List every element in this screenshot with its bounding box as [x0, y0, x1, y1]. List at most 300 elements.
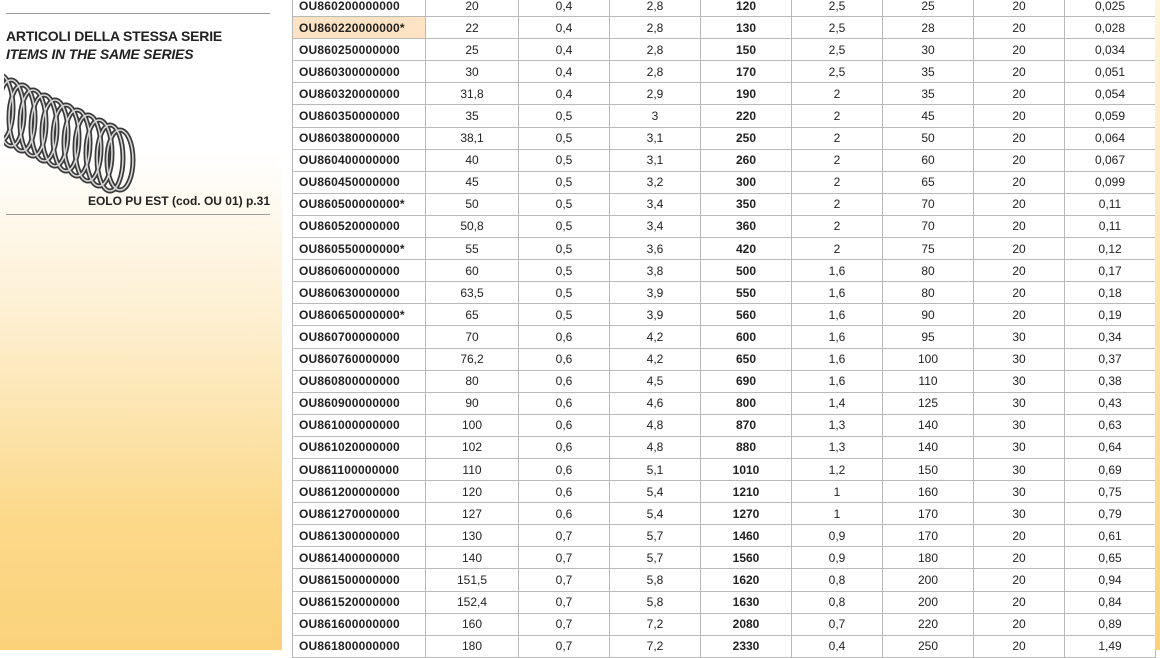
table-cell: 50 [883, 127, 974, 149]
table-cell: 70 [883, 193, 974, 215]
table-cell: 2 [792, 215, 883, 237]
table-row [293, 282, 1156, 304]
table-cell: 22 [426, 17, 519, 39]
table-row [293, 215, 1156, 237]
table-cell: 0,8 [792, 569, 883, 591]
article-code-cell: OU861300000000 [293, 525, 426, 547]
table-cell-bold: 1010 [701, 458, 792, 480]
article-code-cell: OU860630000000 [293, 282, 426, 304]
table-cell: 120 [426, 481, 519, 503]
table-row [293, 171, 1156, 193]
table-cell: 4,8 [610, 436, 701, 458]
table-cell: 2 [792, 105, 883, 127]
table-row [293, 17, 1156, 39]
table-cell: 40 [426, 149, 519, 171]
table-cell: 0,4 [519, 0, 610, 17]
hose-coils [4, 75, 133, 191]
table-cell: 151,5 [426, 569, 519, 591]
table-cell: 3,6 [610, 238, 701, 260]
article-code-cell: OU860650000000* [293, 304, 426, 326]
table-cell: 2,9 [610, 83, 701, 105]
table-cell: 1,4 [792, 392, 883, 414]
table-cell: 25 [426, 39, 519, 61]
table-cell-bold: 1560 [701, 547, 792, 569]
table-cell: 0,6 [519, 392, 610, 414]
table-cell: 125 [883, 392, 974, 414]
table-cell: 95 [883, 326, 974, 348]
table-cell: 152,4 [426, 591, 519, 613]
table-cell-bold: 300 [701, 171, 792, 193]
article-code-cell: OU860600000000 [293, 260, 426, 282]
table-cell: 0,5 [519, 105, 610, 127]
table-cell: 170 [883, 503, 974, 525]
table-cell: 4,2 [610, 326, 701, 348]
article-code-cell: OU860700000000 [293, 326, 426, 348]
table-cell: 80 [883, 282, 974, 304]
table-cell-bold: 560 [701, 304, 792, 326]
table-cell: 60 [883, 149, 974, 171]
table-row [293, 525, 1156, 547]
table-row [293, 348, 1156, 370]
table-cell: 0,11 [1065, 193, 1156, 215]
table-cell: 3,4 [610, 215, 701, 237]
table-cell: 30 [974, 481, 1065, 503]
table-row [293, 458, 1156, 480]
table-row [293, 127, 1156, 149]
table-cell: 4,2 [610, 348, 701, 370]
article-code-cell: OU861270000000 [293, 503, 426, 525]
table-cell-bold: 650 [701, 348, 792, 370]
table-row [293, 591, 1156, 613]
table-row [293, 414, 1156, 436]
table-cell: 20 [974, 547, 1065, 569]
table-cell: 20 [974, 0, 1065, 17]
table-cell: 20 [974, 127, 1065, 149]
table-cell: 20 [974, 193, 1065, 215]
sidebar-title: ARTICOLI DELLA STESSA SERIE [6, 28, 223, 44]
table-cell: 30 [974, 414, 1065, 436]
table-cell: 20 [974, 215, 1065, 237]
table-cell: 3,1 [610, 149, 701, 171]
table-cell: 0,6 [519, 481, 610, 503]
table-cell: 1,49 [1065, 635, 1156, 657]
table-cell: 160 [426, 613, 519, 635]
table-cell: 2,5 [792, 17, 883, 39]
table-cell: 0,8 [792, 591, 883, 613]
table-cell: 20 [974, 171, 1065, 193]
table-cell: 0,025 [1065, 0, 1156, 17]
table-cell: 0,067 [1065, 149, 1156, 171]
table-cell-bold: 500 [701, 260, 792, 282]
product-table-body [293, 0, 1156, 657]
table-cell: 1,3 [792, 436, 883, 458]
table-cell-bold: 2330 [701, 635, 792, 657]
table-cell: 2 [792, 149, 883, 171]
table-cell-bold: 120 [701, 0, 792, 17]
table-cell-bold: 150 [701, 39, 792, 61]
table-cell: 140 [883, 436, 974, 458]
table-cell: 65 [883, 171, 974, 193]
article-code-cell: OU860500000000* [293, 193, 426, 215]
table-cell: 0,059 [1065, 105, 1156, 127]
table-cell: 0,6 [519, 503, 610, 525]
article-code-cell: OU861520000000 [293, 591, 426, 613]
table-cell: 0,84 [1065, 591, 1156, 613]
table-row [293, 0, 1156, 17]
table-cell: 150 [883, 458, 974, 480]
article-code-cell: OU860760000000 [293, 348, 426, 370]
table-cell-bold: 250 [701, 127, 792, 149]
article-code-cell: OU861000000000 [293, 414, 426, 436]
table-cell: 35 [883, 83, 974, 105]
table-cell: 2 [792, 193, 883, 215]
table-cell: 0,5 [519, 127, 610, 149]
table-cell-bold: 1620 [701, 569, 792, 591]
table-cell: 35 [426, 105, 519, 127]
table-cell: 1,2 [792, 458, 883, 480]
table-cell: 0,5 [519, 171, 610, 193]
page-edge-strip [1155, 0, 1160, 650]
table-cell: 0,61 [1065, 525, 1156, 547]
table-cell-bold: 1210 [701, 481, 792, 503]
sidebar-top-divider [6, 13, 270, 14]
article-code-cell: OU861600000000 [293, 613, 426, 635]
table-cell-bold: 1630 [701, 591, 792, 613]
table-cell: 0,034 [1065, 39, 1156, 61]
table-cell-bold: 360 [701, 215, 792, 237]
table-cell: 0,6 [519, 326, 610, 348]
table-cell: 90 [426, 392, 519, 414]
table-cell: 0,7 [519, 591, 610, 613]
table-cell: 1,6 [792, 304, 883, 326]
table-cell: 2 [792, 127, 883, 149]
table-cell: 110 [426, 458, 519, 480]
table-cell: 30 [974, 436, 1065, 458]
table-cell: 0,6 [519, 348, 610, 370]
table-cell: 30 [883, 39, 974, 61]
table-cell-bold: 350 [701, 193, 792, 215]
table-cell: 0,11 [1065, 215, 1156, 237]
product-spec-table [292, 0, 1156, 658]
table-cell: 160 [883, 481, 974, 503]
article-code-cell: OU860320000000 [293, 83, 426, 105]
table-cell: 0,7 [519, 525, 610, 547]
table-cell: 45 [426, 171, 519, 193]
table-cell: 20 [974, 591, 1065, 613]
table-cell: 20 [974, 282, 1065, 304]
table-cell: 0,65 [1065, 547, 1156, 569]
table-cell: 0,9 [792, 547, 883, 569]
table-cell: 0,4 [519, 83, 610, 105]
table-cell: 28 [883, 17, 974, 39]
table-cell-bold: 190 [701, 83, 792, 105]
table-cell: 20 [974, 238, 1065, 260]
table-cell: 80 [883, 260, 974, 282]
table-row [293, 193, 1156, 215]
table-cell: 70 [426, 326, 519, 348]
table-cell: 140 [883, 414, 974, 436]
article-code-cell: OU860300000000 [293, 61, 426, 83]
table-cell: 170 [883, 525, 974, 547]
table-cell: 30 [974, 326, 1065, 348]
table-cell: 0,064 [1065, 127, 1156, 149]
table-cell: 30 [974, 348, 1065, 370]
table-cell: 5,7 [610, 547, 701, 569]
table-cell: 180 [883, 547, 974, 569]
table-cell-bold: 220 [701, 105, 792, 127]
table-cell: 75 [883, 238, 974, 260]
table-cell: 20 [974, 304, 1065, 326]
table-cell: 100 [426, 414, 519, 436]
table-cell: 1 [792, 503, 883, 525]
table-cell: 0,4 [792, 635, 883, 657]
related-product-caption[interactable]: EOLO PU EST (cod. OU 01) p.31 [87, 194, 270, 208]
table-cell: 2,8 [610, 39, 701, 61]
table-cell: 0,89 [1065, 613, 1156, 635]
table-cell: 5,7 [610, 525, 701, 547]
table-cell: 5,8 [610, 569, 701, 591]
table-row [293, 503, 1156, 525]
table-row [293, 304, 1156, 326]
table-cell: 0,37 [1065, 348, 1156, 370]
table-cell: 180 [426, 635, 519, 657]
article-code-cell: OU860220000000* [293, 17, 426, 39]
article-code-cell: OU861020000000 [293, 436, 426, 458]
table-row [293, 149, 1156, 171]
table-cell: 30 [974, 458, 1065, 480]
table-cell: 0,4 [519, 61, 610, 83]
table-cell: 0,69 [1065, 458, 1156, 480]
table-cell: 0,5 [519, 282, 610, 304]
table-cell: 0,5 [519, 215, 610, 237]
article-code-cell: OU861200000000 [293, 481, 426, 503]
table-row [293, 61, 1156, 83]
table-cell: 250 [883, 635, 974, 657]
table-cell: 0,63 [1065, 414, 1156, 436]
table-cell: 5,4 [610, 503, 701, 525]
table-cell: 30 [974, 503, 1065, 525]
table-cell: 127 [426, 503, 519, 525]
table-cell: 1,6 [792, 348, 883, 370]
table-cell: 2 [792, 238, 883, 260]
table-cell: 80 [426, 370, 519, 392]
table-cell: 35 [883, 61, 974, 83]
article-code-cell: OU860800000000 [293, 370, 426, 392]
table-cell: 25 [883, 0, 974, 17]
sidebar-bottom-divider [6, 214, 270, 215]
table-cell: 0,75 [1065, 481, 1156, 503]
table-cell-bold: 420 [701, 238, 792, 260]
related-series-sidebar [0, 0, 282, 650]
table-cell: 0,5 [519, 304, 610, 326]
article-code-cell: OU860400000000 [293, 149, 426, 171]
table-row [293, 83, 1156, 105]
sidebar-subtitle: ITEMS IN THE SAME SERIES [6, 46, 194, 62]
table-cell: 7,2 [610, 613, 701, 635]
table-cell: 5,8 [610, 591, 701, 613]
table-cell: 0,5 [519, 193, 610, 215]
table-cell: 0,17 [1065, 260, 1156, 282]
table-cell: 3,9 [610, 282, 701, 304]
table-row [293, 635, 1156, 657]
table-cell: 0,5 [519, 238, 610, 260]
table-cell: 110 [883, 370, 974, 392]
table-cell: 0,7 [519, 569, 610, 591]
table-cell: 76,2 [426, 348, 519, 370]
table-cell: 1,6 [792, 260, 883, 282]
table-cell: 30 [974, 392, 1065, 414]
table-cell: 0,79 [1065, 503, 1156, 525]
article-code-cell: OU860380000000 [293, 127, 426, 149]
table-row [293, 326, 1156, 348]
table-cell: 0,6 [519, 414, 610, 436]
table-cell: 3,9 [610, 304, 701, 326]
table-cell: 20 [974, 525, 1065, 547]
table-cell: 4,5 [610, 370, 701, 392]
article-code-cell: OU860900000000 [293, 392, 426, 414]
table-row [293, 392, 1156, 414]
table-row [293, 370, 1156, 392]
table-cell: 30 [974, 370, 1065, 392]
table-cell: 2 [792, 83, 883, 105]
article-code-cell: OU861800000000 [293, 635, 426, 657]
table-cell: 0,051 [1065, 61, 1156, 83]
table-cell: 0,19 [1065, 304, 1156, 326]
table-cell: 1,6 [792, 282, 883, 304]
table-cell: 3,2 [610, 171, 701, 193]
table-cell: 20 [974, 613, 1065, 635]
table-cell: 7,2 [610, 635, 701, 657]
table-cell: 2 [792, 171, 883, 193]
table-cell: 2,8 [610, 17, 701, 39]
product-table-container [292, 0, 1156, 658]
table-cell-bold: 1270 [701, 503, 792, 525]
spiral-hose-image [4, 70, 139, 195]
table-cell: 20 [974, 61, 1065, 83]
table-cell: 20 [426, 0, 519, 17]
table-cell: 0,6 [519, 458, 610, 480]
table-cell: 0,5 [519, 149, 610, 171]
table-cell-bold: 1460 [701, 525, 792, 547]
table-cell: 70 [883, 215, 974, 237]
table-row [293, 569, 1156, 591]
article-code-cell: OU861100000000 [293, 458, 426, 480]
table-cell: 20 [974, 260, 1065, 282]
table-cell: 3,4 [610, 193, 701, 215]
table-cell: 2,5 [792, 39, 883, 61]
table-cell: 31,8 [426, 83, 519, 105]
table-cell: 0,43 [1065, 392, 1156, 414]
table-cell: 1,6 [792, 370, 883, 392]
table-cell: 20 [974, 149, 1065, 171]
table-cell: 90 [883, 304, 974, 326]
table-cell: 0,7 [792, 613, 883, 635]
table-cell: 1,6 [792, 326, 883, 348]
table-cell: 0,64 [1065, 436, 1156, 458]
table-cell: 0,4 [519, 17, 610, 39]
table-cell: 20 [974, 635, 1065, 657]
table-cell: 30 [426, 61, 519, 83]
table-cell: 3,1 [610, 127, 701, 149]
table-cell: 55 [426, 238, 519, 260]
table-cell-bold: 130 [701, 17, 792, 39]
table-cell: 0,9 [792, 525, 883, 547]
table-cell: 20 [974, 83, 1065, 105]
article-code-cell: OU860200000000 [293, 0, 426, 17]
table-cell: 0,7 [519, 635, 610, 657]
table-cell: 0,4 [519, 39, 610, 61]
table-cell: 0,028 [1065, 17, 1156, 39]
table-cell: 20 [974, 569, 1065, 591]
table-cell: 140 [426, 547, 519, 569]
table-cell: 50 [426, 193, 519, 215]
table-cell: 60 [426, 260, 519, 282]
table-row [293, 547, 1156, 569]
table-cell: 20 [974, 39, 1065, 61]
table-cell: 3 [610, 105, 701, 127]
table-cell: 5,4 [610, 481, 701, 503]
table-cell: 0,12 [1065, 238, 1156, 260]
article-code-cell: OU860250000000 [293, 39, 426, 61]
table-cell-bold: 170 [701, 61, 792, 83]
table-cell: 65 [426, 304, 519, 326]
table-cell: 100 [883, 348, 974, 370]
table-cell: 3,8 [610, 260, 701, 282]
table-cell: 0,18 [1065, 282, 1156, 304]
table-cell: 130 [426, 525, 519, 547]
table-cell: 50,8 [426, 215, 519, 237]
table-row [293, 260, 1156, 282]
table-cell: 0,099 [1065, 171, 1156, 193]
article-code-cell: OU861500000000 [293, 569, 426, 591]
table-cell: 4,6 [610, 392, 701, 414]
table-cell-bold: 690 [701, 370, 792, 392]
table-cell-bold: 870 [701, 414, 792, 436]
table-row [293, 613, 1156, 635]
table-cell: 0,6 [519, 436, 610, 458]
table-cell: 0,6 [519, 370, 610, 392]
table-cell: 20 [974, 17, 1065, 39]
table-cell-bold: 800 [701, 392, 792, 414]
table-cell: 38,1 [426, 127, 519, 149]
table-cell: 2,8 [610, 61, 701, 83]
article-code-cell: OU860450000000 [293, 171, 426, 193]
table-cell: 0,7 [519, 547, 610, 569]
article-code-cell: OU860350000000 [293, 105, 426, 127]
table-cell: 2,5 [792, 0, 883, 17]
table-cell: 200 [883, 591, 974, 613]
table-cell: 20 [974, 105, 1065, 127]
table-cell: 1,3 [792, 414, 883, 436]
table-cell: 4,8 [610, 414, 701, 436]
table-cell: 0,054 [1065, 83, 1156, 105]
table-row [293, 238, 1156, 260]
table-cell: 1 [792, 481, 883, 503]
table-cell-bold: 600 [701, 326, 792, 348]
table-cell: 45 [883, 105, 974, 127]
table-cell-bold: 2080 [701, 613, 792, 635]
article-code-cell: OU861400000000 [293, 547, 426, 569]
table-cell: 0,94 [1065, 569, 1156, 591]
table-cell: 200 [883, 569, 974, 591]
table-cell: 220 [883, 613, 974, 635]
table-cell: 0,34 [1065, 326, 1156, 348]
table-row [293, 39, 1156, 61]
table-cell: 0,5 [519, 260, 610, 282]
table-cell: 0,38 [1065, 370, 1156, 392]
table-cell-bold: 880 [701, 436, 792, 458]
table-cell-bold: 260 [701, 149, 792, 171]
